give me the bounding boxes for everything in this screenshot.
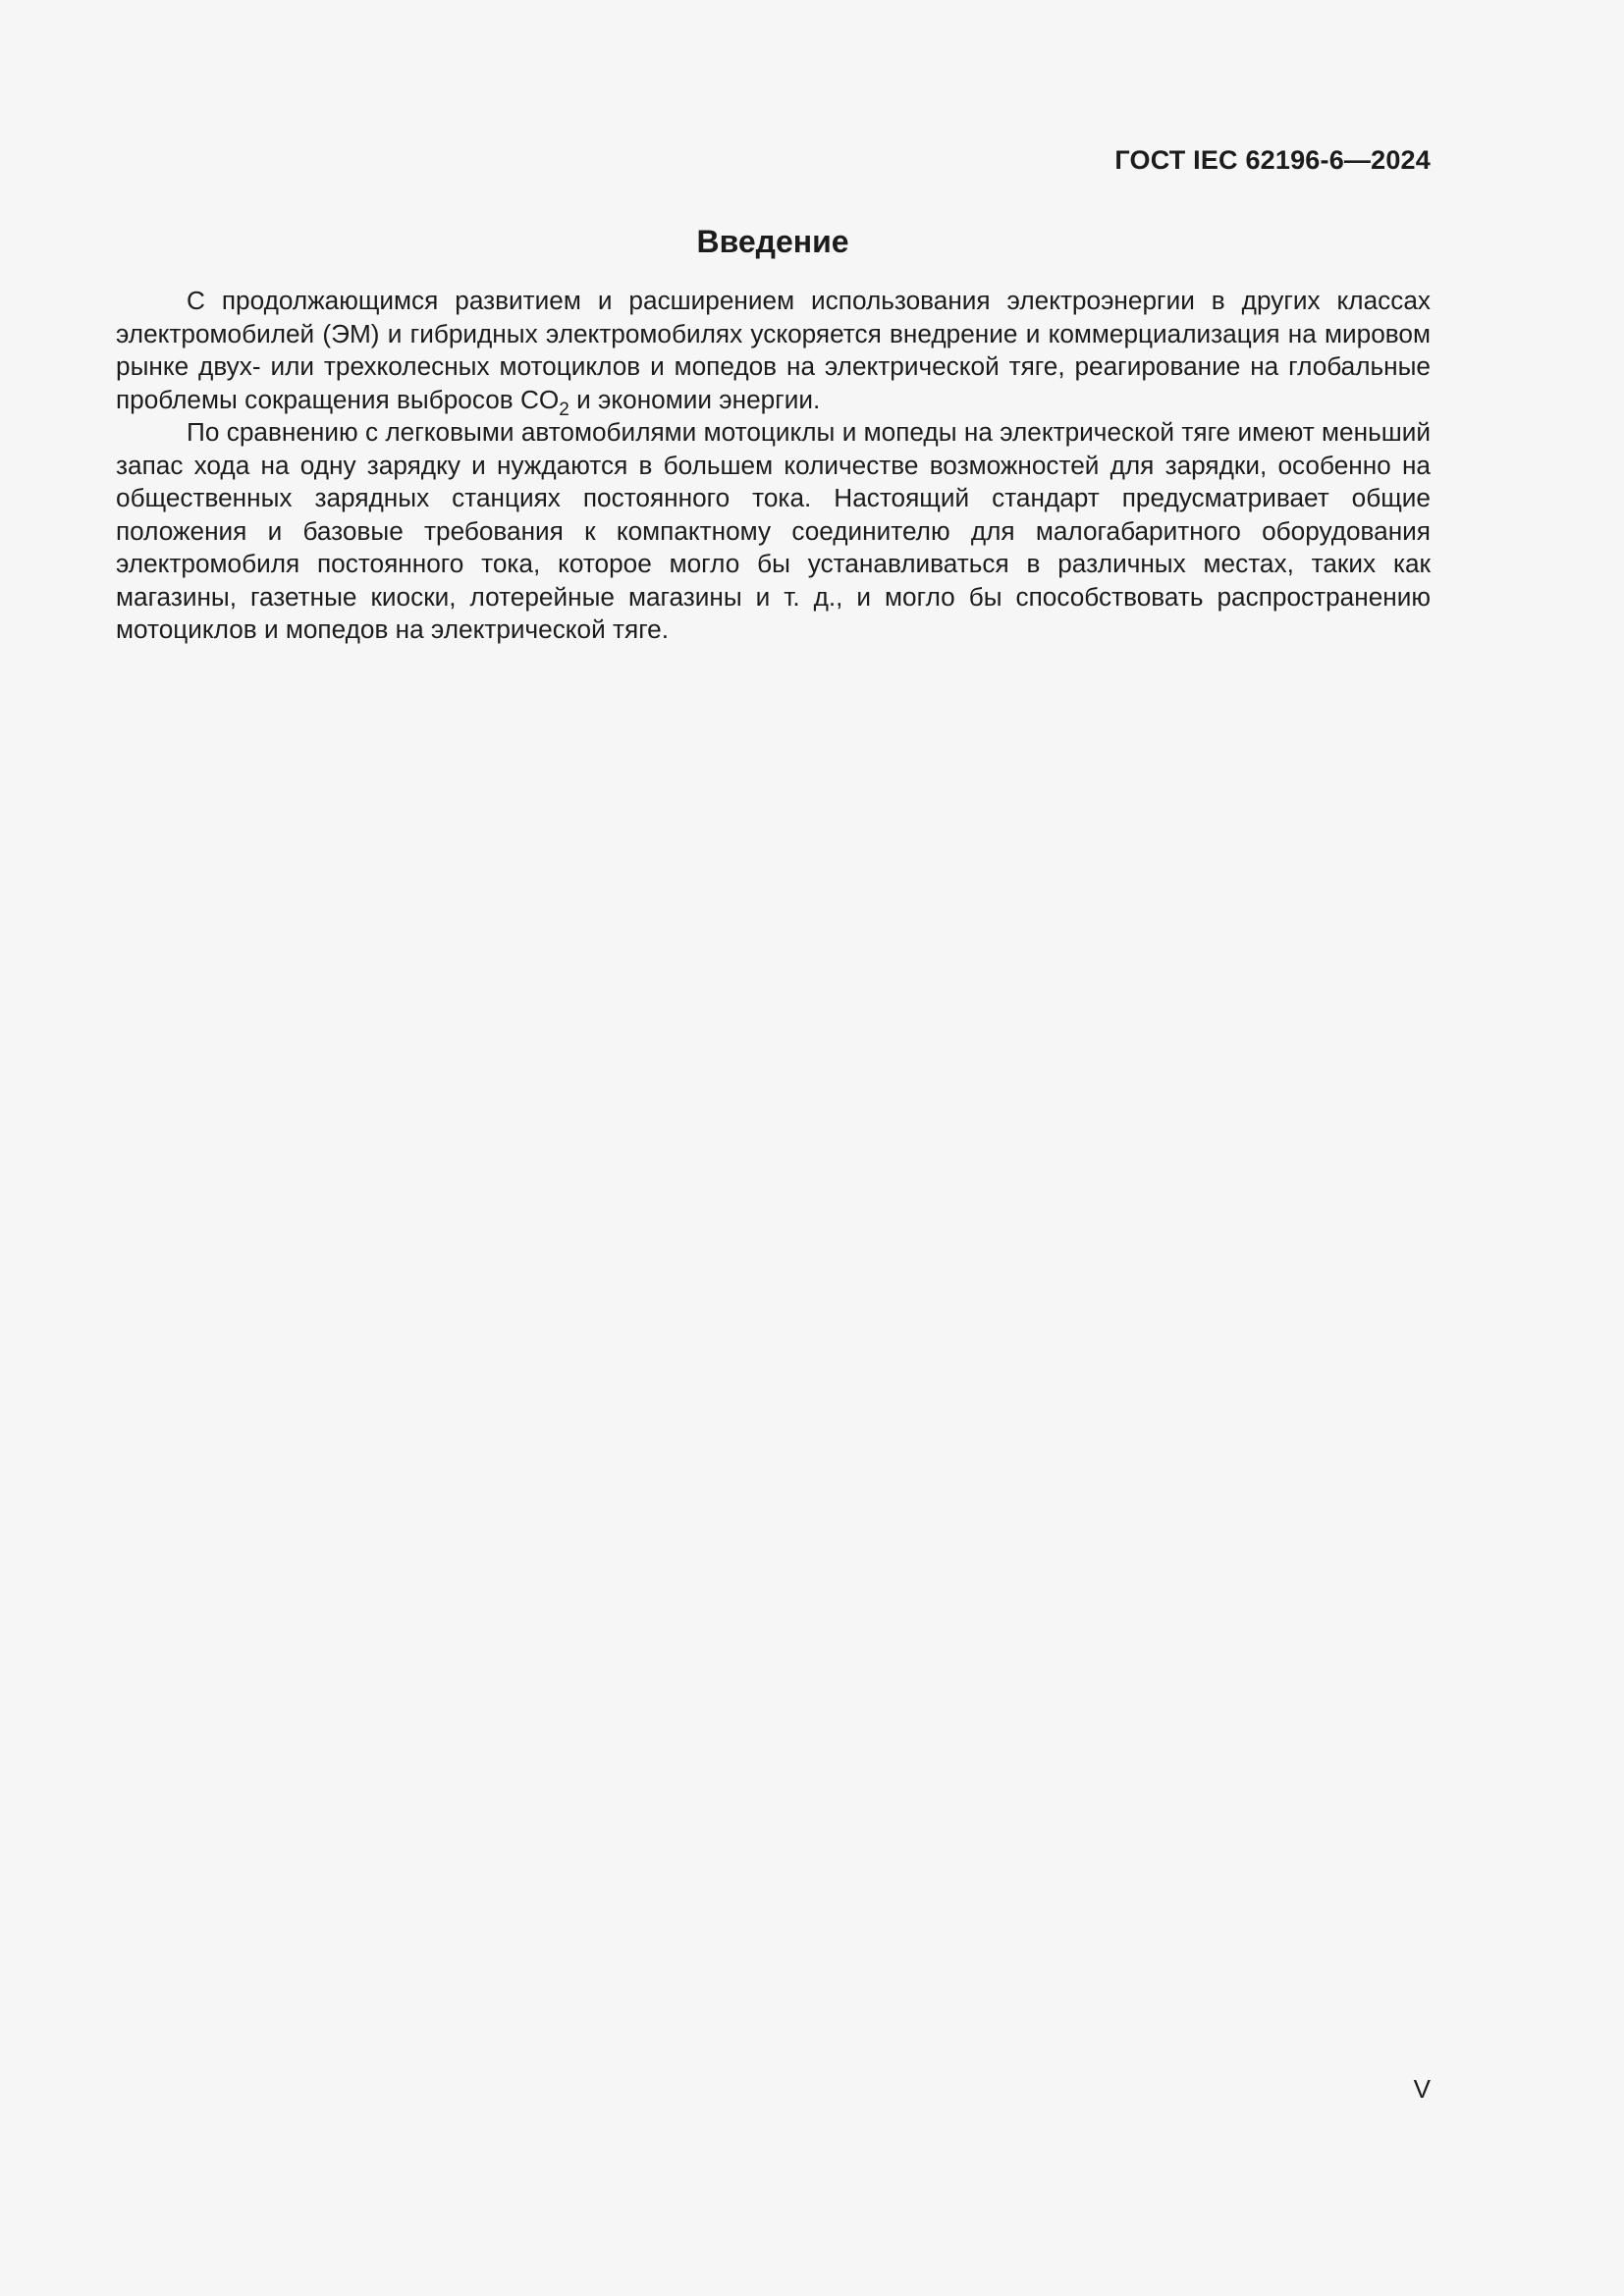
section-title: Введение <box>696 224 849 259</box>
paragraph-2: По сравнению с легковыми автомобилями мотоциклы и мопеды на электрической тяге имеют меньший запас хода на одну зарядку и нуждаются в большем количестве возможностей для зарядки, особенно на общественных зарядных станциях постоянного тока. Настоящий стандарт предусматривает общие положения и базовые требования к компактному соединителю для малогабаритного оборудования электромобиля постоянного тока, которое могло бы устанавливаться в различных местах, таких как магазины, газетные киоски, лотерейные магазины и т. д., и могло бы способствовать распространению мотоциклов и мопедов на электрической тяге. <box>116 417 1431 644</box>
paragraph-1 <box>116 285 1431 420</box>
page-number: V <box>1413 2074 1431 2104</box>
paragraph-1-text-end: и экономии энергии. <box>568 384 821 414</box>
document-code-header: ГОСТ IEC 62196-6—2024 <box>1114 145 1431 175</box>
co2-subscript: 2 <box>559 399 569 420</box>
paragraph-1-text: С продолжающимся развитием и расширением использования электроэнергии в других классах электромобилей (ЭМ) и гибридных электромобилях ускоряется внедрение и коммерциализация на мировом рынке двух- или трехколесных мотоциклов и мопедов на электрической тяге, реагирование на глобальные проблемы сокращения выбросов CO <box>116 286 1431 414</box>
body-text <box>116 285 1431 647</box>
